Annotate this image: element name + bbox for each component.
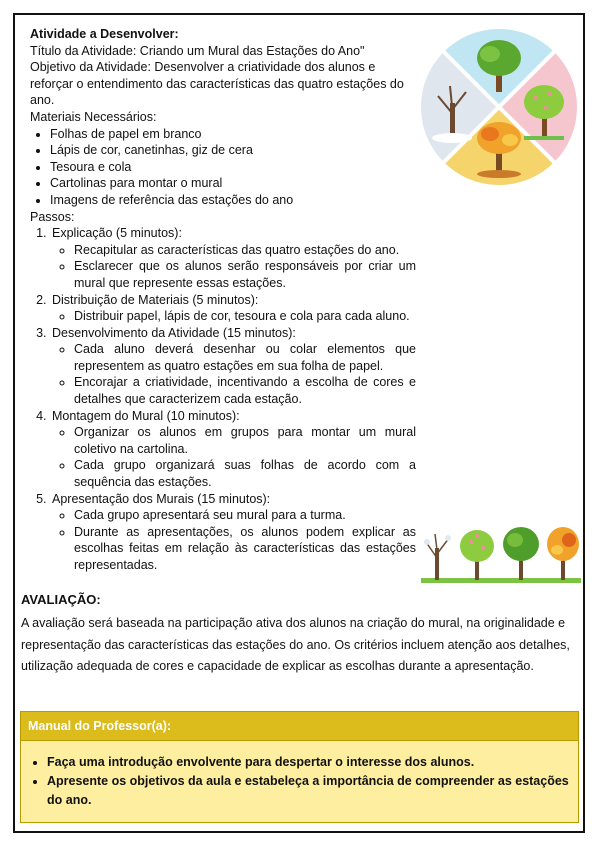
materials-label: Materiais Necessários: (30, 109, 157, 124)
step-item (50, 408, 416, 491)
step-subitem: ◦ Organizar os alunos em grupos para montar um mural coletivo na cartolina. (74, 424, 416, 457)
step-subitem: ◦ Esclarecer que os alunos serão responsáveis por criar um mural que represente essas estações. (74, 258, 416, 291)
material-item: • Cartolinas para montar o mural (50, 175, 416, 192)
step-item (50, 325, 416, 408)
step-title: Desenvolvimento da Atividade (15 minutos): (52, 325, 296, 340)
step-item (50, 491, 416, 574)
evaluation-section (21, 592, 581, 678)
evaluation-text: A avaliação será baseada na participação ativa dos alunos na criação do mural, na originalidade e representação das características das estações do ano. Os critérios incluem atenção aos detalhes, utilização adequada de cores e capacidade de explicar as escolhas durante a apresentação. (21, 616, 570, 673)
step-subitem: ◦ Distribuir papel, lápis de cor, tesoura e cola para cada aluno. (74, 308, 416, 325)
activity-heading: Atividade a Desenvolver: (30, 27, 179, 41)
step-subitem: ◦ Durante as apresentações, os alunos podem explicar as escolhas feitas em relação às características das estações representadas. (74, 524, 416, 574)
activity-objective: Objetivo da Atividade: Desenvolver a criatividade dos alunos e reforçar o entendimento das características das quatro estações do ano. (30, 60, 404, 108)
teacher-manual-box (20, 711, 579, 823)
material-item: • Imagens de referência das estações do ano (50, 192, 416, 209)
teacher-manual-title: Manual do Professor(a): (21, 712, 578, 741)
activity-title: Título da Atividade: Criando um Mural das Estações do Ano" (30, 43, 365, 58)
step-title: Montagem do Mural (10 minutos): (52, 408, 240, 423)
steps-list (30, 225, 416, 573)
materials-list (30, 126, 416, 209)
activity-section (30, 26, 416, 574)
step-subitem: ◦ Recapitular as características das quatro estações do ano. (74, 242, 416, 259)
teacher-manual-tips (21, 753, 578, 810)
step-subitem: ◦ Cada grupo apresentará seu mural para a turma. (74, 507, 416, 524)
step-title: Distribuição de Materiais (5 minutos): (52, 292, 259, 307)
step-subitem: ◦ Encorajar a criatividade, incentivando a escolha de cores e detalhes que caracterizem cada estação. (74, 374, 416, 407)
step-item (50, 292, 416, 325)
step-subitem: ◦ Cada grupo organizará suas folhas de acordo com a sequência das estações. (74, 457, 416, 490)
four-seasons-circle-illustration (420, 28, 578, 186)
material-item: • Folhas de papel em branco (50, 126, 416, 143)
step-subitem: ◦ Cada aluno deverá desenhar ou colar elementos que representem as quatro estações em sua folha de papel. (74, 341, 416, 374)
step-title: Explicação (5 minutos): (52, 226, 182, 241)
material-item: • Lápis de cor, canetinhas, giz de cera (50, 142, 416, 159)
seasonal-trees-illustration (421, 520, 581, 594)
steps-label: Passos: (30, 209, 75, 224)
evaluation-title: AVALIAÇÃO: (21, 592, 101, 607)
teacher-tip: • Apresente os objetivos da aula e estabeleça a importância de compreender as estações do ano. (47, 772, 578, 810)
step-title: Apresentação dos Murais (15 minutos): (52, 491, 271, 506)
material-item: • Tesoura e cola (50, 159, 416, 176)
teacher-tip: • Faça uma introdução envolvente para despertar o interesse dos alunos. (47, 753, 578, 772)
step-item (50, 225, 416, 291)
